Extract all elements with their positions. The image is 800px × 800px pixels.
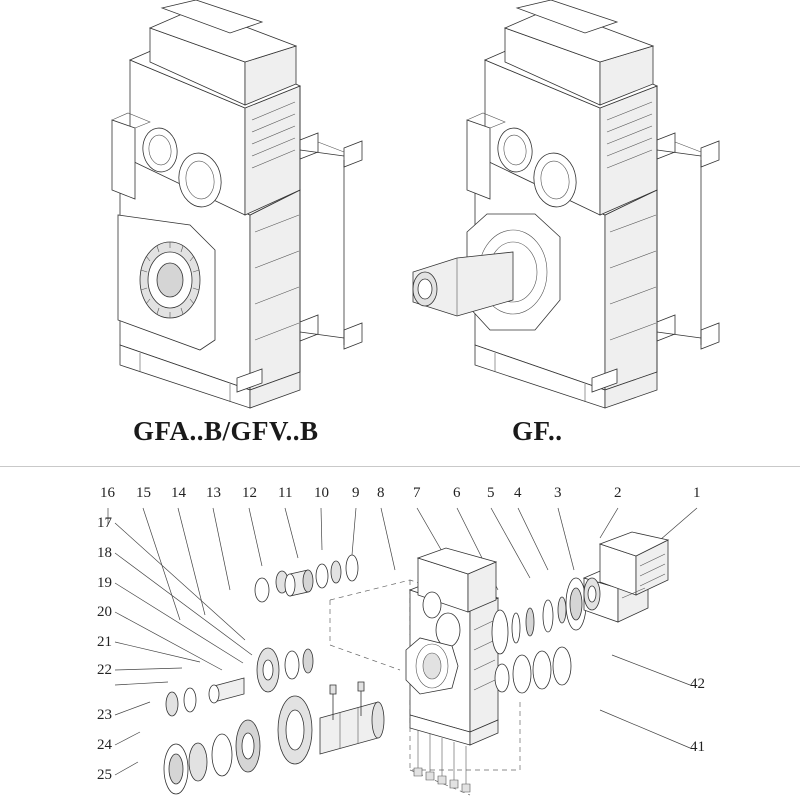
callout-23: 23 — [97, 707, 112, 723]
callout-9: 9 — [352, 485, 360, 501]
callout-6: 6 — [453, 485, 461, 501]
callout-14: 14 — [171, 485, 186, 501]
callout-1: 1 — [693, 485, 701, 501]
callout-5: 5 — [487, 485, 495, 501]
callout-22: 22 — [97, 662, 112, 678]
callout-10: 10 — [314, 485, 329, 501]
callout-15: 15 — [136, 485, 151, 501]
callout-17: 17 — [97, 515, 112, 531]
section-divider — [0, 466, 800, 467]
callout-42: 42 — [690, 676, 705, 692]
callout-20: 20 — [97, 604, 112, 620]
callout-8: 8 — [377, 485, 385, 501]
callout-2: 2 — [614, 485, 622, 501]
exploded-geometry — [0, 470, 800, 800]
callout-3: 3 — [554, 485, 562, 501]
callout-13: 13 — [206, 485, 221, 501]
callout-4: 4 — [514, 485, 522, 501]
model-label-right: GF.. — [512, 416, 563, 446]
callout-11: 11 — [278, 485, 293, 501]
callout-19: 19 — [97, 575, 112, 591]
callout-41: 41 — [690, 739, 705, 755]
callout-25: 25 — [97, 767, 112, 783]
model-label-left: GFA..B/GFV..B — [133, 416, 319, 446]
callout-24: 24 — [97, 737, 112, 753]
callout-18: 18 — [97, 545, 112, 561]
callout-12: 12 — [242, 485, 257, 501]
gearbox-view-left — [0, 0, 400, 410]
exploded-parts-diagram — [0, 470, 800, 800]
callout-7: 7 — [413, 485, 421, 501]
callout-16: 16 — [100, 485, 115, 501]
gearbox-view-right — [395, 0, 795, 410]
callout-21: 21 — [97, 634, 112, 650]
